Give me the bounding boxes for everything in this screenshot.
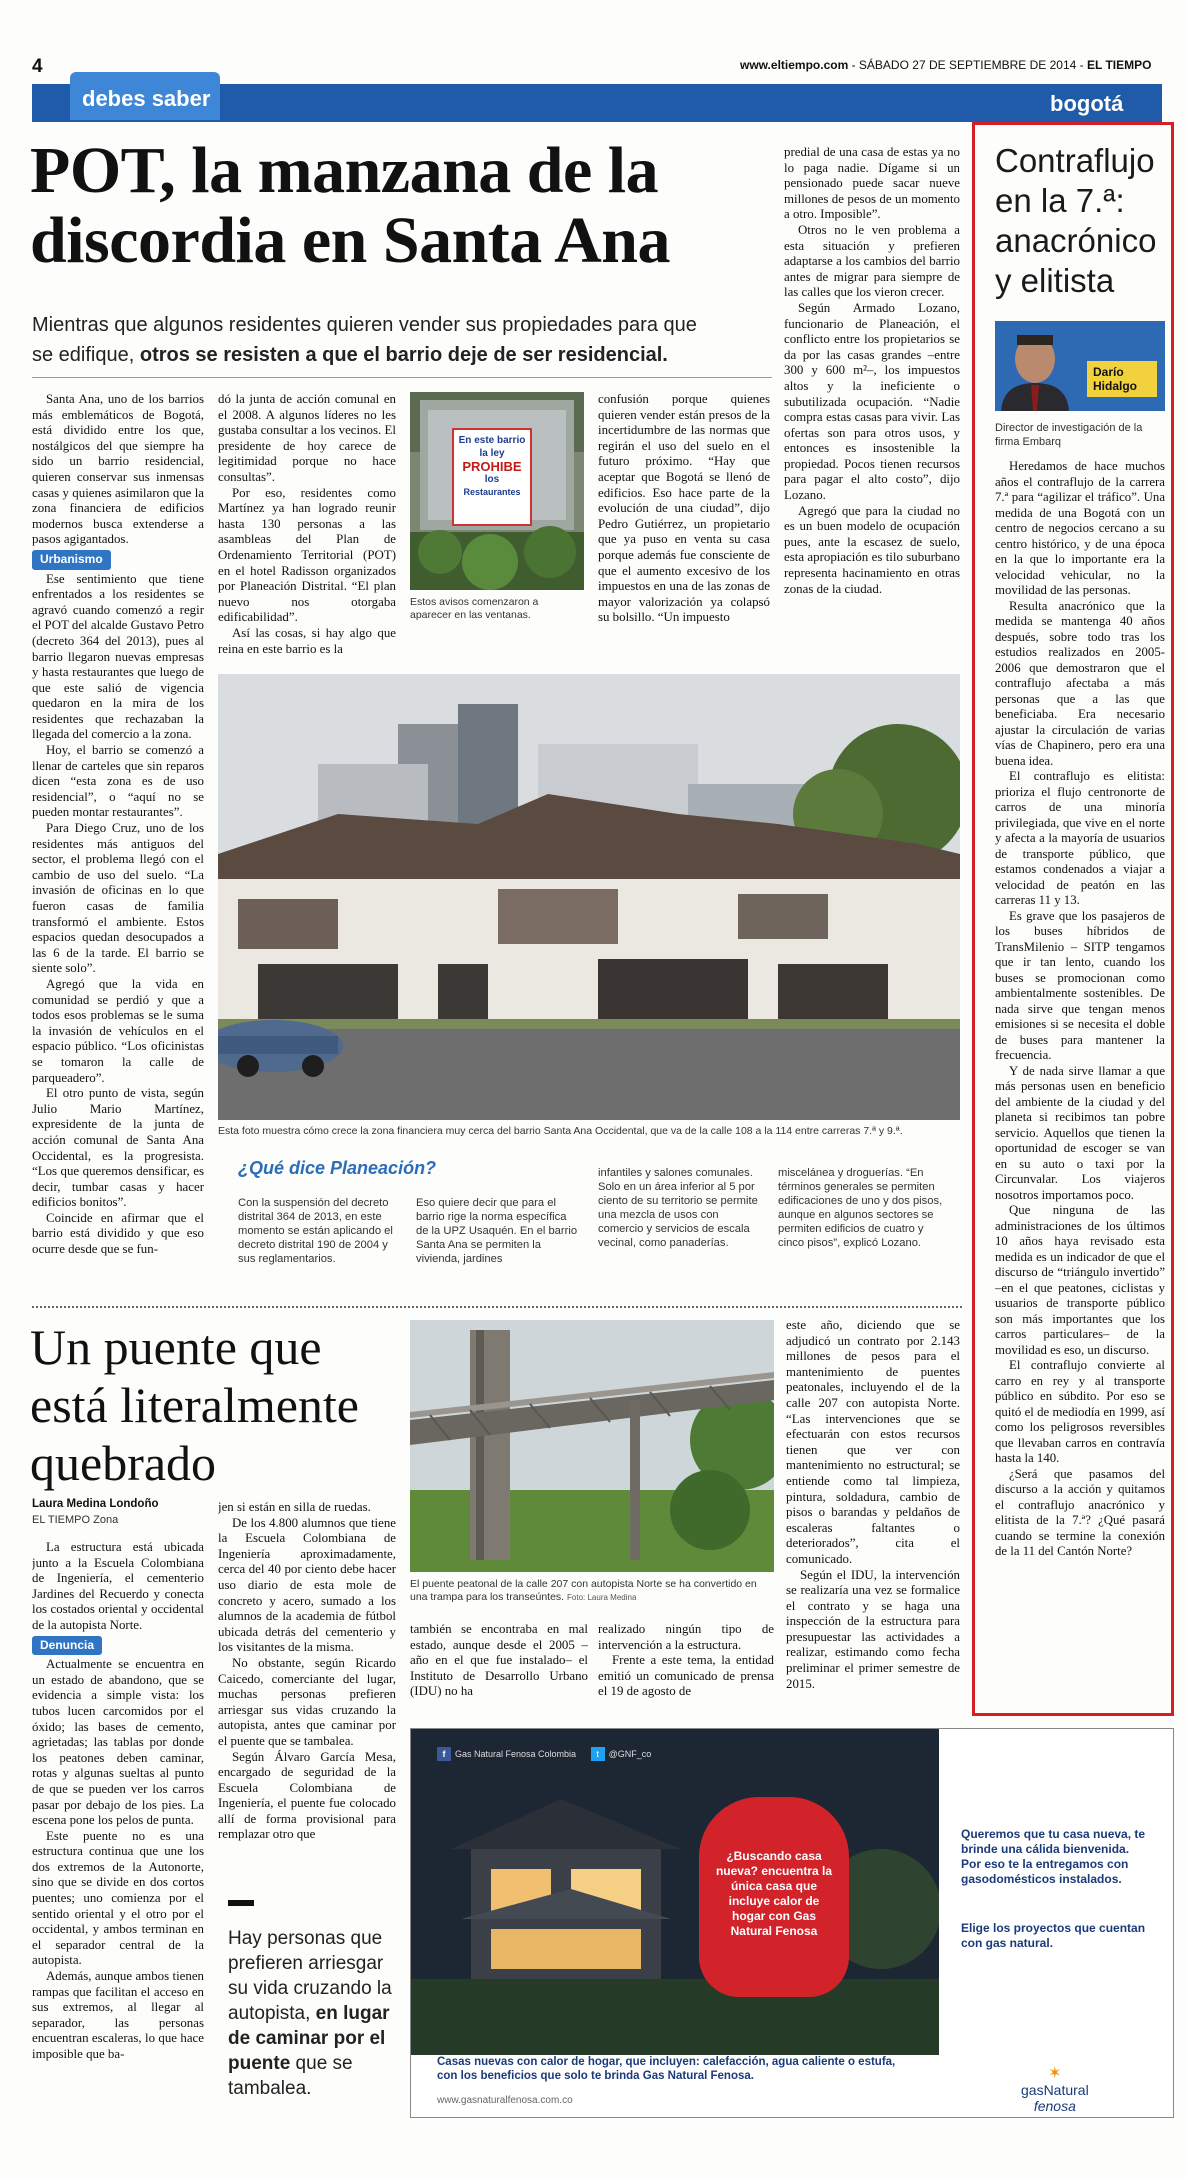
page-number: 4 [32, 56, 43, 77]
opinion-body [995, 459, 1165, 1709]
paragraph: ¿Será que pasamos del discurso a la acción y quitamos el contraflujo anacrónico y elitista de la 7.ª? ¿Qué pasará cuando se termine la conexión de la 11 del Cantón Norte? [995, 1466, 1165, 1558]
facebook-link[interactable]: Gas Natural Fenosa Colombia [455, 1749, 577, 1759]
bridge-col-3 [410, 1622, 588, 1712]
sign-photo-caption: Estos avisos comenzaron a aparecer en las ventanas. [410, 596, 539, 621]
paragraph: Resulta anacrónico que la medida se mantenga 40 años después, sobre todo tras los estudios realizados en 2005-2006 que demostraron que el contraflujo afectaba a más personas que a las que beneficiaba. Era necesario ajustar la circulación de varias vías de Chapinero, pero era una buena idea. [995, 598, 1165, 768]
planeacion-col-4: miscelánea y droguerías. “En términos generales se permiten edificaciones de uno y dos pisos, aunque en algunos sectores se permiten edificios de cuatro y cinco pisos”, explicó Lozano. [778, 1167, 943, 1249]
bridge-photo-caption [410, 1578, 774, 1604]
opinion-box [972, 122, 1174, 1716]
paragraph: De los 4.800 alumnos que tiene la Escuela Colombiana de Ingeniería aproximadamente, cerca del 40 por ciento debe hacer uso diario de esta mole de concreto y acero, sumado a los alumnos de la academia de fútbol ubicada detrás del cementerio y los visitantes de la misma. [218, 1515, 396, 1655]
paragraph: Otros no le ven problema a esta situación y prefieren adaptarse a los cambios del barrio antes de migrar para siempre de las calles que los vieron crecer. [784, 222, 960, 300]
paper-name: EL TIEMPO [1087, 58, 1152, 72]
sign-line: PROHIBE [462, 459, 522, 474]
ad-brand-logo [1021, 2065, 1089, 2114]
santa-ana-photo [218, 674, 960, 1120]
paragraph: Además, aunque ambos tienen rampas que facilitan el acceso en sus extremos, al llegar al separador, las personas encuentran escaleras, lo que hace imposible que ba- [32, 1969, 204, 2061]
paragraph: Actualmente se encuentra en un estado de abandono, que se evidencia a simple vista: los tubos lucen carcomidos por el óxido; las bases de cemento, agrietadas; las tablas por donde los peatones deben caminar, rotas y algunas sueltas al punto de que se pueden ver los carros pasar por debajo de los pies. La escena pone los pelos de punta. [32, 1657, 204, 1828]
facebook-icon[interactable]: f [437, 1747, 451, 1761]
paragraph: Santa Ana, uno de los barrios más emblemáticos de Bogotá, está dividido entre los que, nostálgicos del que siempre ha sido un barrio residencial, quieren conservar sus inmensas casas y quienes asimilaron que la zona financiera de edificios modernos busca extenderse a pasos agigantados. [32, 392, 204, 547]
author-description: Director de investigación de la firma Embarq [995, 422, 1143, 448]
denuncia-tag: Denuncia [32, 1636, 102, 1656]
planeacion-col-3: infantiles y salones comunales. Solo en un área inferior al 5 por ciento de su territorio se permite una mezcla de usos con comercio y servicios de escala vecinal, como panaderías. [598, 1167, 758, 1249]
urbanismo-tag: Urbanismo [32, 550, 111, 570]
sign-line: En este barrio [458, 435, 526, 446]
paragraph: El contraflujo es elitista: prioriza el flujo centronorte de carros de una minoría privilegiada, que vive en el norte y afecta a la mayoría de usuarios de transporte público, que estamos condenados a viajar a velocidad de peatón en las carreras 11 y 13. [995, 769, 1165, 907]
section-divider [32, 1306, 962, 1308]
brand-name-2: fenosa [1033, 2098, 1076, 2114]
paragraph: Ese sentimiento que tiene enfrentados a los residentes se agravó cuando comenzó a regir el POT del alcalde Gustavo Petro (decreto 364 del 2013), pues al barrio llegaron nuevas empresas y hasta restaurantes que luego de que este salió de vigencia quedaron en la mira de los residentes que rechazaban la llegada del comercio a la zona. [32, 571, 204, 742]
photo-credit: Foto: Laura Medina [567, 1593, 637, 1602]
twitter-icon[interactable]: t [591, 1747, 605, 1761]
social-links [437, 1747, 651, 1761]
paragraph: Hoy, el barrio se comenzó a llenar de carteles que sin reparos dicen “esta zona es de uso residencial”, o “aquí no se pueden montar restaurantes”. [32, 743, 204, 820]
main-col-1 [32, 392, 204, 1290]
paragraph: Según Álvaro García Mesa, encargado de seguridad de la Escuela Colombiana de Ingeniería, el puente fue colocado allí de forma provisional para remplazar otro que [218, 1749, 396, 1842]
paragraph: La estructura está ubicada junto a la Escuela Colombiana de Ingeniería, el cementerio Jardines del Recuerdo y conecta los costados oriental y occidental de la autopista Norte. [32, 1540, 204, 1632]
bridge-col-2 [218, 1500, 396, 1890]
sign-photo [410, 392, 584, 590]
subhead-line-1: Mientras que algunos residentes quieren vender sus propiedades para que [32, 314, 697, 336]
ad-bubble: ¿Buscando casa nueva? encuentra la única casa que incluye calor de hogar con Gas Natural Fenosa [699, 1797, 849, 1997]
pullquote: Hay personas que prefieren arriesgar su vida cruzando la autopista, en lugar de caminar por el puente que se tambalea. [228, 1928, 392, 2099]
paragraph: No obstante, según Ricardo Caicedo, comerciante del lugar, muchas personas prefieren arriesgar sus vidas cruzando la autopista, antes que caminar por el puente que se tambalea. [218, 1655, 396, 1748]
brand-name-1: gasNatural [1021, 2082, 1089, 2098]
ad-bottom-text: Casas nuevas con calor de hogar, que incluyen: calefacción, agua caliente o estufa, con los beneficios que solo te brinda Gas Natural Fenosa. [437, 2056, 896, 2082]
paragraph: Heredamos de hace muchos años el contraflujo de la carrera 7.ª para “agilizar el tráfico”. Una medida de una Bogotá con un centro de negocios cercano a su centro histórico, y de una época en la que lo importante era la velocidad vehicular, no la movilidad de las personas. [995, 459, 1165, 597]
main-col-4 [784, 145, 960, 655]
paragraph: confusión porque quienes quieren vender están presos de la incertidumbre de las normas que regirán el uso del suelo en el futuro próximo. “Hay que aceptar que Bogotá se llenó de edificios. Eso hace parte de la evolución de una ciudad”, dijo Pedro Gutiérrez, un propietario que ya puso en venta su casa porque además fue consciente de que el aumento excesivo de los impuestos en una de las zonas de mayor valorización ya colapsó su bolsillo. “Un impuesto [598, 392, 770, 625]
subhead-line-2: se edifique, otros se resisten a que el barrio deje de ser residencial. [32, 344, 668, 366]
author-portrait [995, 321, 1075, 411]
paragraph: dó la junta de acción comunal en el 2008. A algunos líderes no les gustaba consultar a los vecinos. El presidente de hoy carece de legitimidad porque no hace consultas”. [218, 392, 396, 484]
section-right-label: bogotá [1050, 91, 1124, 116]
paragraph: Es grave que los pasajeros de los buses híbridos de TransMilenio – SITP tengamos que ir tan lento, cuando los buses se promocionan como ambientalmente sostenibles. De nada sirve que tengan menos emisiones si se necesita el doble de buses para mantener la frecuencia. [995, 908, 1165, 1062]
bridge-author-org: EL TIEMPO Zona [32, 1514, 119, 1526]
paragraph: Para Diego Cruz, uno de los residentes más antiguos del sector, el problema llegó con el cambio de uso del suelo. “La invasión de oficinas en lo que fueron casas de familia transformó el ambiente. Estos espacios quedan desocupados a las 6 de la tarde. El barrio se siente solo”. [32, 821, 204, 976]
paragraph: Y de nada sirve llamar a que más personas usen en beneficio del ambiente de la ciudad y del planeta si recibimos tan pobre servicio. Aquellos que tienen la oportunidad de escoger se van en su auto o taxi por la Circunvalar. Los viajeros nosotros importamos poco. [995, 1063, 1165, 1202]
paragraph: este año, diciendo que se adjudicó un contrato por 2.143 millones de pesos para el mantenimiento de puentes peatonales, incluyendo el de la calle 207 con autopista Norte. “Las intervenciones que se efectuarán con estos recursos tienen que ver con mantenimiento no estructural; se entiende como tal limpieza, pintura, soldadura, cambio de pisos o barandas y peldaños de escaleras faltantes o deteriorados”, cita el comunicado. [786, 1318, 960, 1566]
ad-url[interactable]: www.gasnaturalfenosa.com.co [437, 2095, 573, 2106]
section-tab-left[interactable] [70, 72, 220, 120]
masthead-line [740, 58, 1151, 72]
sign-board [452, 428, 532, 526]
santa-ana-photo-caption: Esta foto muestra cómo crece la zona financiera muy cerca del barrio Santa Ana Occidental, que va de la calle 108 a la 114 entre carreras 7.ª y 9.ª. [218, 1125, 903, 1137]
paragraph: también se encontraba en mal estado, aunque desde el 2005 –año en el que fue instalado– el Instituto de Desarrollo Urbano (IDU) no ha [410, 1622, 588, 1699]
ad-right-sub: Elige los proyectos que cuentan con gas natural. [961, 1921, 1146, 1950]
main-col-3 [598, 392, 770, 654]
paragraph: Por eso, residentes como Martínez ya han logrado reunir hasta 130 personas a las asambleas del Plan de Ordenamiento Territorial (POT) en el hotel Radisson organizados por Planeación Distrital. “El plan nuevo nos otorgaba edificabilidad”. [218, 485, 396, 625]
paragraph: Agregó que la vida en comunidad se perdió y que a todos esos problemas se le suma la invasión de vehículos en el espacio público. “Los oficinistas se tomaron la calle de parqueadero”. [32, 976, 204, 1085]
main-col-2 [218, 392, 396, 668]
opinion-title: Contraflujo en la 7.ª: anacrónico y elitista [995, 142, 1157, 299]
section-left-label: debes saber [82, 86, 211, 111]
sign-line: Restaurantes [463, 487, 521, 497]
paragraph: Agregó que para la ciudad no es un buen modelo de ocupación pues, ante la escasez de suelo, esta apropiación es tilo suburbano representa hacinamiento en otras zonas de la ciudad. [784, 503, 960, 596]
main-headline: POT, la manzana de la discordia en Santa Ana [30, 134, 670, 277]
paragraph: realizado ningún tipo de intervención a la estructura. [598, 1622, 774, 1652]
paragraph: Así las cosas, si hay algo que reina en este barrio es la [218, 625, 396, 656]
paragraph: predial de una casa de estas ya no lo paga nadie. Dígame si un pensionado puede sacar nueve millones de pesos de un momento a otro. Imposible”. [784, 145, 960, 222]
paragraph: El contraflujo convierte al carro en rey y al transporte público en súbdito. Por eso se quitó el de mediodía en 1999, así como los peligrosos reversibles que llevaban carros en contravía hasta la 140. [995, 1358, 1165, 1465]
paragraph: jen si están en silla de ruedas. [218, 1500, 371, 1514]
twitter-link[interactable]: @GNF_co [608, 1749, 652, 1759]
sign-line: la ley [479, 448, 505, 459]
pullquote-dash [228, 1900, 254, 1906]
paragraph: Este puente no es una estructura continua que une los dos extremos de la Autonorte, sino que se divide en dos cortos puentes; uno comienza por el sentido oriental y el otro por el occidental, y ambos terminan en el separador central de la autopista. [32, 1828, 204, 1968]
ad-right-headline: Queremos que tu casa nueva, te brinde una cálida bienvenida. Por eso te la entregamos con gasodomésticos instalados. [961, 1827, 1146, 1886]
paragraph: Frente a este tema, la entidad emitió un comunicado de prensa el 19 de agosto de [598, 1653, 774, 1699]
sign-line: los [484, 474, 500, 485]
bridge-col-5 [786, 1318, 960, 1704]
planeacion-col-2: Eso quiere decir que para el barrio rige la norma específica de la UPZ Usaquén. En el barrio Santa Ana se permiten la vivienda, jardines [416, 1197, 578, 1265]
section-tab-right[interactable] [1030, 84, 1162, 122]
main-subhead [32, 310, 792, 370]
paragraph: Según el IDU, la intervención se realizaría una vez se formalice el contrato y se haga una inspección de la estructura para presupuestar las actividades a realizar, estimando como fecha preliminar el primer semestre de 2015. [786, 1567, 960, 1691]
caption-text: El puente peatonal de la calle 207 con autopista Norte se ha convertido en una trampa para los transeúntes. [410, 1578, 757, 1603]
bridge-col-4 [598, 1622, 774, 1712]
gas-natural-ad[interactable] [410, 1728, 1174, 2118]
author-name: Darío Hidalgo [1087, 361, 1157, 397]
bridge-photo [410, 1320, 774, 1572]
paragraph: El otro punto de vista, según Julio Mario Martínez, expresidente de la junta de acción comunal de Santa Ana Occidental, es la progresista. “Los que queremos densificar, es decir, tumbar casas y hacer edificios bonitos”. [32, 1086, 204, 1210]
subhead-rule [32, 377, 772, 378]
site-url[interactable]: www.eltiempo.com [740, 58, 849, 72]
paragraph: Según Armado Lozano, funcionario de Planeación, el conflicto entre los propietarios se da por las casas grandes –entre 300 y 600 m²–, los impuestos altos y la ineficiente o subutilizada ocupación. “Nadie compra estas casas para vivir. Las ofertas son para otros usos, y entonces es insostenible la propiedad. Pocos tienen recursos para pagar el alto costo”, dijo Lozano. [784, 300, 960, 503]
bridge-author: Laura Medina Londoño [32, 1498, 159, 1510]
bridge-headline: Un puente que está literalmente quebrado [30, 1319, 360, 1491]
ad-image [411, 1729, 939, 2055]
planeacion-col-1: Con la suspensión del decreto distrital 364 de 2013, en este momento se están aplicando el decreto distrital 190 de 2004 y sus reglamentarios. [238, 1197, 393, 1265]
planeacion-title: ¿Qué dice Planeación? [238, 1158, 437, 1178]
flame-icon: ✶ [1048, 2065, 1062, 2082]
paragraph: Que ninguna de las administraciones de los últimos 10 años haya revisado esta medida es un indicador de que el discurso de “triángulo invertido” –en el que peatones, ciclistas y usuarios de transporte público son más importantes que los carros particulares– de la movilidad es eso, un discurso. [995, 1203, 1165, 1357]
bridge-col-1 [32, 1540, 204, 2120]
paragraph: Coincide en afirmar que el barrio está dividido y que eso ocurre desde que se fun- [32, 1210, 204, 1257]
author-photo [995, 321, 1165, 411]
date-text: - SÁBADO 27 DE SEPTIEMBRE DE 2014 - [848, 58, 1087, 72]
